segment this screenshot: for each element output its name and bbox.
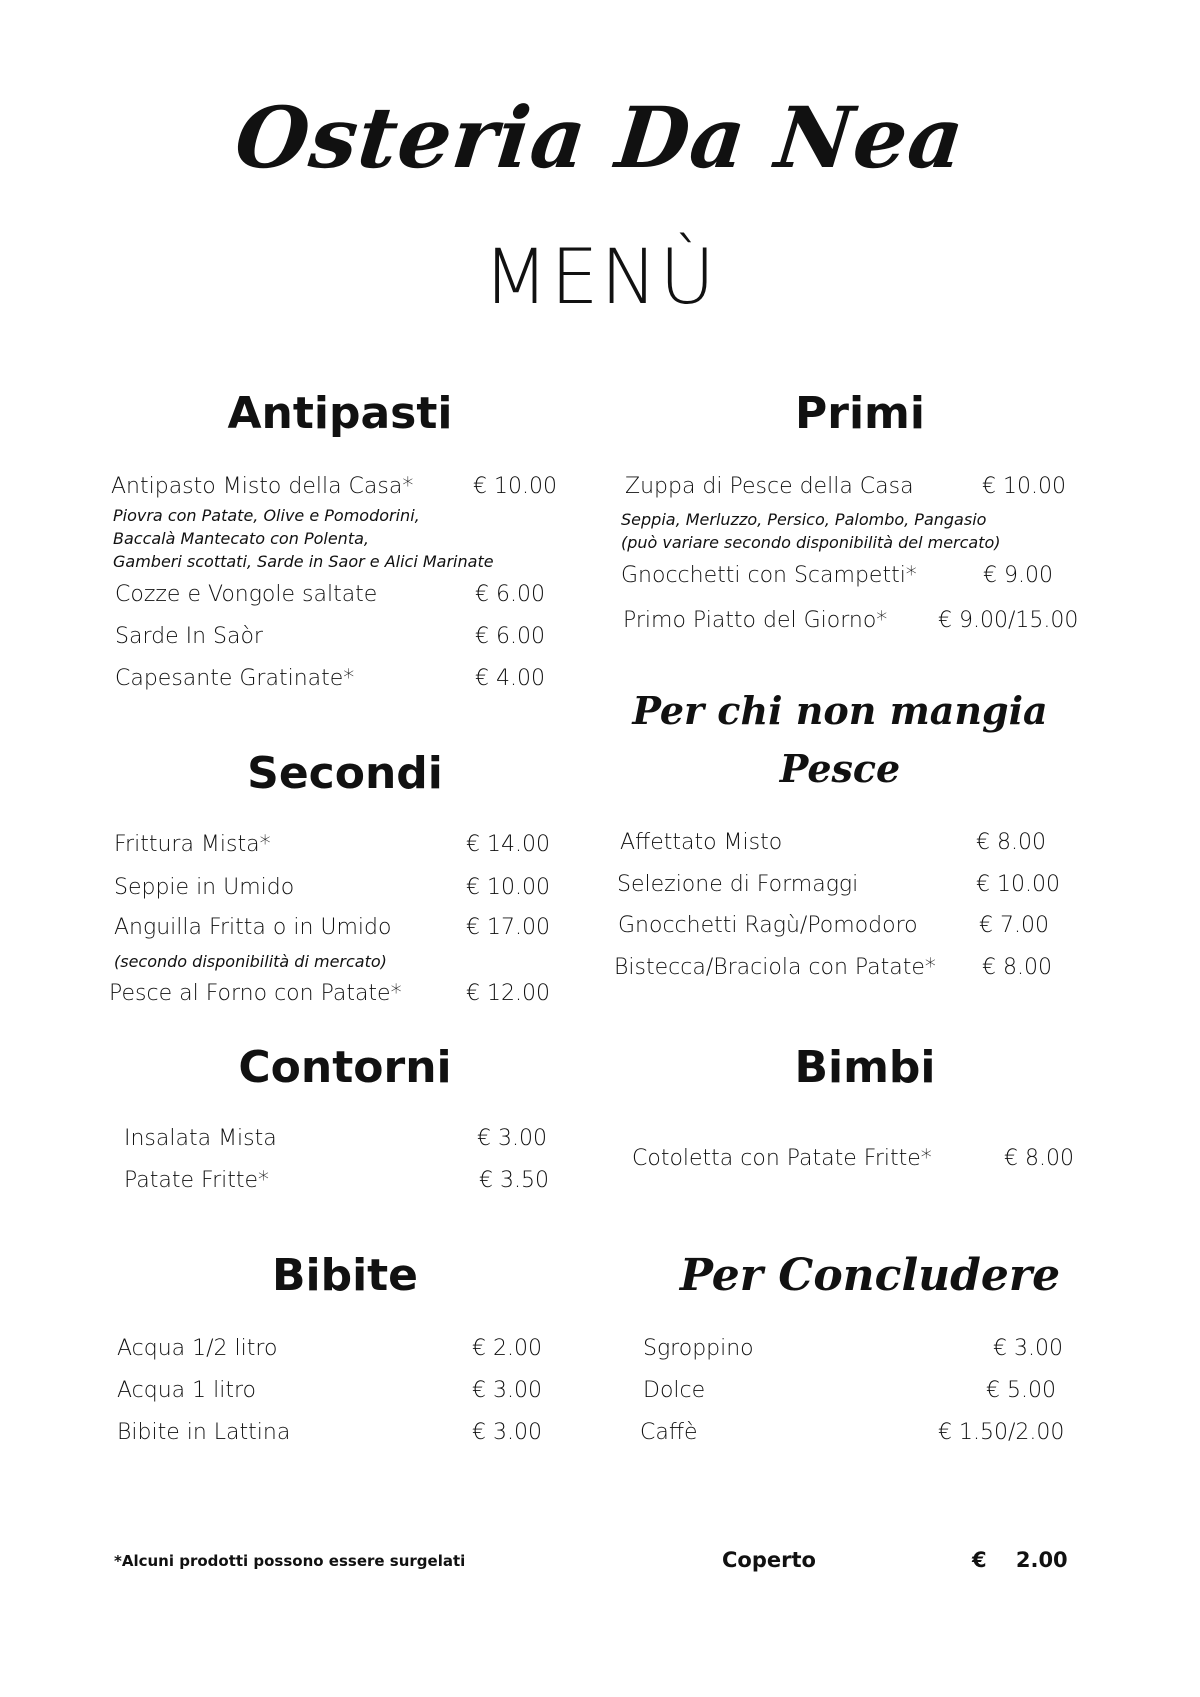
item-price: € 6.00 <box>475 624 545 649</box>
section-title-contorni: Contorni <box>238 1042 452 1093</box>
item-price: € 10.00 <box>976 872 1060 897</box>
desc-line: (può variare secondo disponibilità del mercato) <box>621 533 1001 552</box>
item-name: Cotoletta con Patate Fritte* <box>632 1146 932 1171</box>
item-name: Anguilla Fritta o in Umido <box>114 915 392 940</box>
section-title-antipasti: Antipasti <box>227 388 453 439</box>
item-name: Selezione di Formaggi <box>617 872 859 897</box>
item-price: € 7.00 <box>979 913 1049 938</box>
desc-line: Seppia, Merluzzo, Persico, Palombo, Pangasio <box>621 510 987 529</box>
item-price: € 8.00 <box>982 955 1052 980</box>
item-name: Frittura Mista* <box>114 832 271 857</box>
item-price: € 4.00 <box>475 666 545 691</box>
item-name: Acqua 1/2 litro <box>117 1336 278 1361</box>
item-price: € 17.00 <box>466 915 550 940</box>
item-price: € 9.00 <box>983 563 1053 588</box>
item-name: Dolce <box>643 1378 706 1403</box>
item-name: Cozze e Vongole saltate <box>115 582 378 607</box>
item-description: (secondo disponibilità di mercato) <box>114 952 387 971</box>
desc-line: Baccalà Mantecato con Polenta, <box>113 529 369 548</box>
item-name: Sarde In Saòr <box>115 624 263 649</box>
item-description <box>113 504 494 573</box>
item-price: € 10.00 <box>466 875 550 900</box>
item-price: € 3.00 <box>472 1420 542 1445</box>
item-price: € 12.00 <box>466 981 550 1006</box>
item-price: € 10.00 <box>982 474 1066 499</box>
desc-line: Gamberi scottati, Sarde in Saor e Alici Marinate <box>113 552 494 571</box>
item-name: Pesce al Forno con Patate* <box>109 981 402 1006</box>
item-name: Seppie in Umido <box>114 875 295 900</box>
item-price: € 3.00 <box>472 1378 542 1403</box>
item-price: € 3.00 <box>477 1126 547 1151</box>
item-price: € 8.00 <box>976 830 1046 855</box>
item-name: Antipasto Misto della Casa* <box>111 474 414 499</box>
coperto-label: Coperto <box>722 1548 816 1572</box>
restaurant-name: Osteria Da Nea <box>230 88 970 187</box>
item-name: Bibite in Lattina <box>117 1420 291 1445</box>
section-title-non-pesce: Per chi non mangia <box>632 688 1048 733</box>
item-name: Bistecca/Braciola con Patate* <box>614 955 936 980</box>
item-name: Affettato Misto <box>620 830 783 855</box>
coperto-price: € 2.00 <box>972 1548 1068 1572</box>
item-name: Caffè <box>640 1420 698 1445</box>
item-price: € 10.00 <box>473 474 557 499</box>
section-title-bibite: Bibite <box>271 1250 419 1301</box>
item-name: Primo Piatto del Giorno* <box>623 608 888 633</box>
item-price: € 1.50/2.00 <box>938 1420 1065 1445</box>
item-name: Insalata Mista <box>124 1126 277 1151</box>
item-name: Gnocchetti con Scampetti* <box>621 563 917 588</box>
surgelati-note: *Alcuni prodotti possono essere surgelati <box>114 1552 466 1570</box>
item-name: Acqua 1 litro <box>117 1378 257 1403</box>
item-price: € 6.00 <box>475 582 545 607</box>
section-title-primi: Primi <box>795 388 925 439</box>
item-description <box>621 508 1001 554</box>
item-price: € 3.00 <box>993 1336 1063 1361</box>
section-title-secondi: Secondi <box>247 748 443 799</box>
item-name: Gnocchetti Ragù/Pomodoro <box>618 913 918 938</box>
item-price: € 3.50 <box>479 1168 549 1193</box>
section-title-per-concludere: Per Concludere <box>679 1250 1061 1301</box>
item-price: € 2.00 <box>472 1336 542 1361</box>
item-name: Capesante Gratinate* <box>115 666 355 691</box>
item-price: € 9.00/15.00 <box>938 608 1079 633</box>
item-name: Patate Fritte* <box>124 1168 270 1193</box>
item-name: Zuppa di Pesce della Casa <box>625 474 914 499</box>
item-price: € 5.00 <box>986 1378 1056 1403</box>
item-name: Sgroppino <box>643 1336 754 1361</box>
section-title-bimbi: Bimbi <box>794 1042 936 1093</box>
menu-title: MENÙ <box>482 232 718 321</box>
desc-line: Piovra con Patate, Olive e Pomodorini, <box>113 506 420 525</box>
section-title-non-pesce-line2: Pesce <box>779 746 901 791</box>
item-price: € 14.00 <box>466 832 550 857</box>
item-price: € 8.00 <box>1004 1146 1074 1171</box>
